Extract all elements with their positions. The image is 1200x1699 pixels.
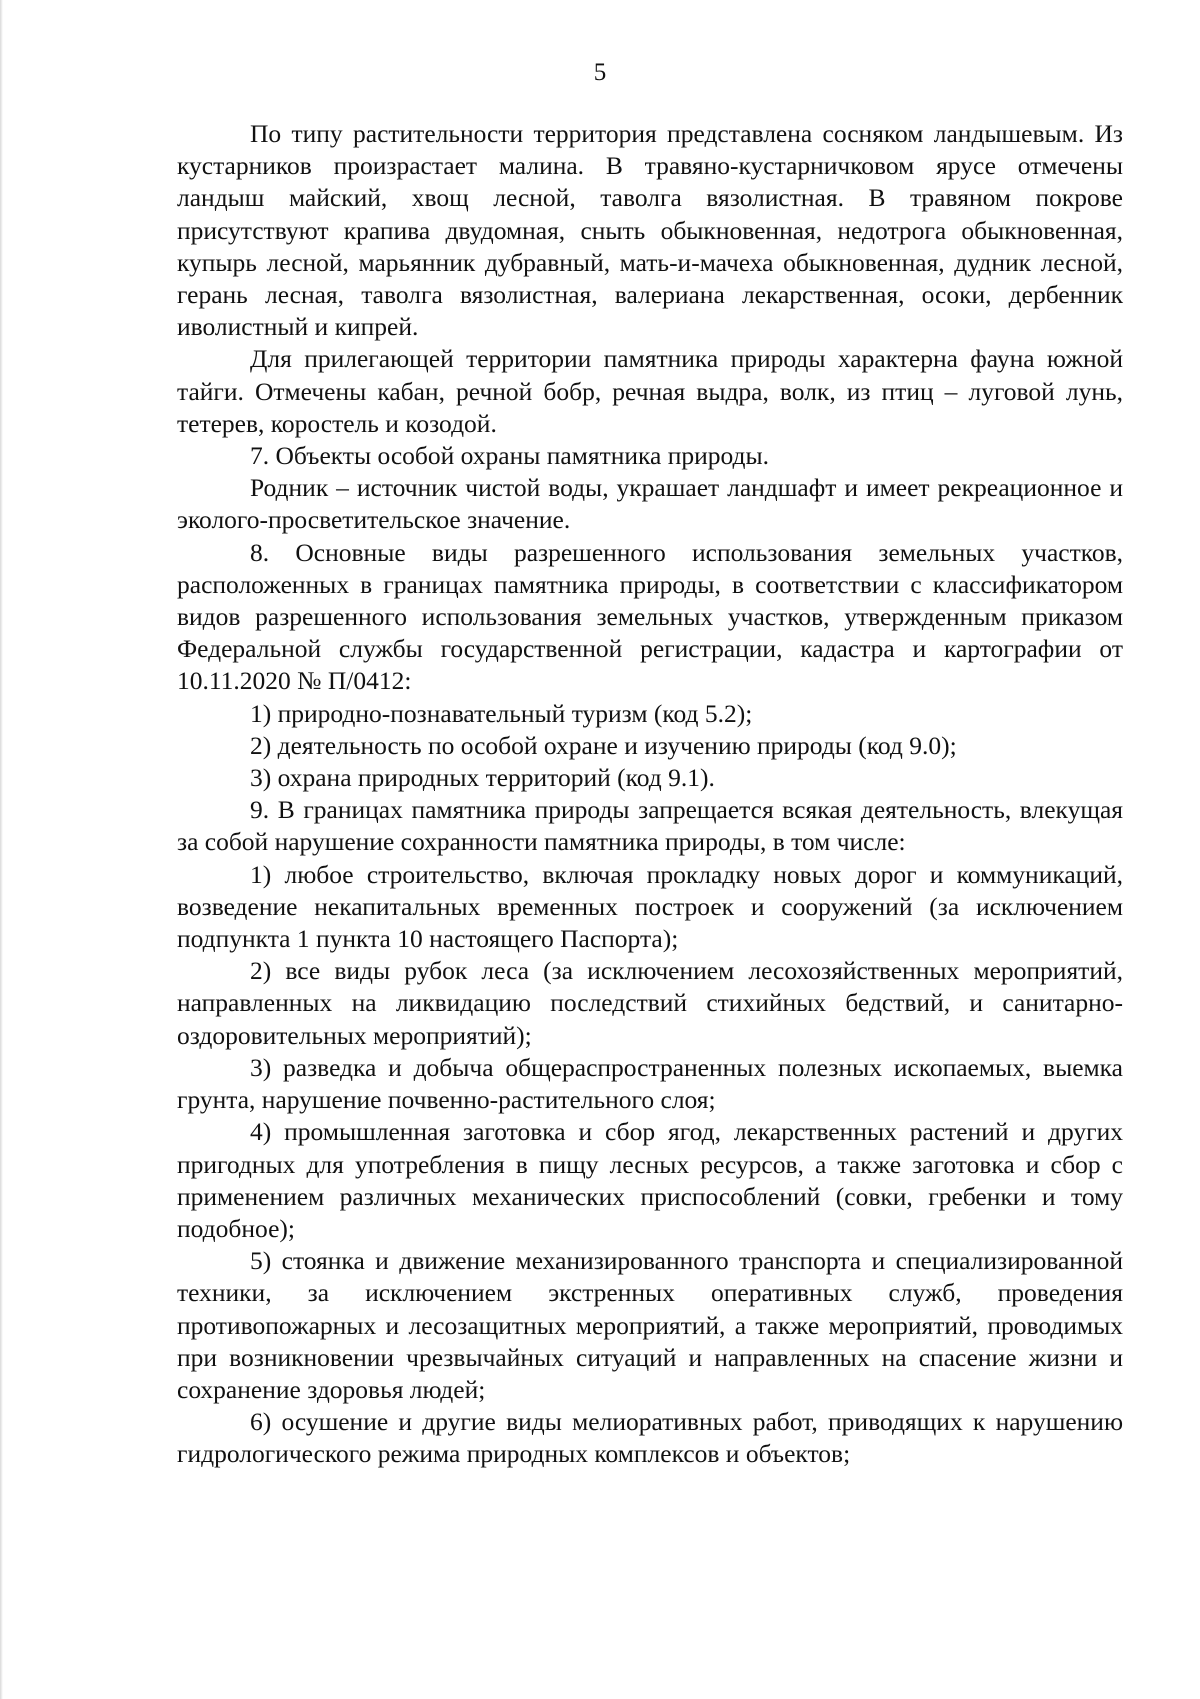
section-7-heading: 7. Объекты особой охраны памятника природы. xyxy=(250,441,770,471)
list-item: 1) любое строительство, включая прокладку новых дорог и коммуникаций, возведение некапитальных временных построек и сооружений (за исключением подпункта 1 пункта 10 настоящего Паспорта); xyxy=(177,859,1123,954)
scan-edge xyxy=(0,0,3,1699)
list-item: 2) все виды рубок леса (за исключением лесохозяйственных мероприятий, направленных на ликвидацию последствий стихийных бедствий, и санитарно-оздоровительных мероприятий); xyxy=(177,956,1123,1050)
section-8-heading: 8. Основные виды разрешенного использования земельных участков, расположенных в границах памятника природы, в соответствии с классификатором видов разрешенного использования земельных участков, утвержденным приказом Федеральной службы государственной регистрации, кадастра и картографии от 10.11.2020 № П/0412: xyxy=(177,537,1123,696)
paragraph-spring: Родник – источник чистой воды, украшает ландшафт и имеет рекреационное и эколого-просветительское значение. xyxy=(177,473,1123,535)
page-number: 5 xyxy=(593,59,607,86)
list-item: 5) стоянка и движение механизированного транспорта и специализированной техники, за исключением экстренных оперативных служб, проведения противопожарных и лесозащитных мероприятий, а также мероприятий, проводимых при возникновении чрезвычайных ситуаций и направленных на спасение жизни и сохранение здоровья людей; xyxy=(177,1246,1123,1404)
list-item: 6) осушение и другие виды мелиоративных работ, приводящих к нарушению гидрологического режима природных комплексов и объектов; xyxy=(177,1407,1123,1469)
list-item: 1) природно-познавательный туризм (код 5.2); xyxy=(250,698,753,728)
list-item: 3) разведка и добыча общераспространенных полезных ископаемых, выемка грунта, нарушение почвенно-растительного слоя; xyxy=(177,1052,1123,1115)
paragraph-vegetation: По типу растительности территория представлена сосняком ландышевым. Из кустарников произрастает малина. В травяно-кустарничковом ярусе отмечены ландыш майский, хвощ лесной, таволга вязолистная. В травяном покрове присутствуют крапива двудомная, сныть обыкновенная, недотрога обыкновенная, купырь лесной, марьянник дубравный, мать-и-мачеха обыкновенная, дудник лесной, герань лесная, таволга вязолистная, валериана лекарственная, осоки, дербенник иволистный и кипрей. xyxy=(177,119,1123,342)
list-item: 3) охрана природных территорий (код 9.1). xyxy=(250,763,715,793)
document-body xyxy=(177,118,1123,1471)
paragraph-fauna: Для прилегающей территории памятника природы характерна фауна южной тайги. Отмечены кабан, речной бобр, речная выдра, волк, из птиц – луговой лунь, тетерев, коростель и козодой. xyxy=(177,344,1123,438)
section-9-heading: 9. В границах памятника природы запрещается всякая деятельность, влекущая за собой нарушение сохранности памятника природы, в том числе: xyxy=(177,795,1123,857)
list-item: 4) промышленная заготовка и сбор ягод, лекарственных растений и других пригодных для употребления в пищу лесных ресурсов, а также заготовка и сбор с применением различных механических приспособлений (совки, гребенки и тому подобное); xyxy=(177,1117,1123,1243)
list-item: 2) деятельность по особой охране и изучению природы (код 9.0); xyxy=(250,730,957,760)
